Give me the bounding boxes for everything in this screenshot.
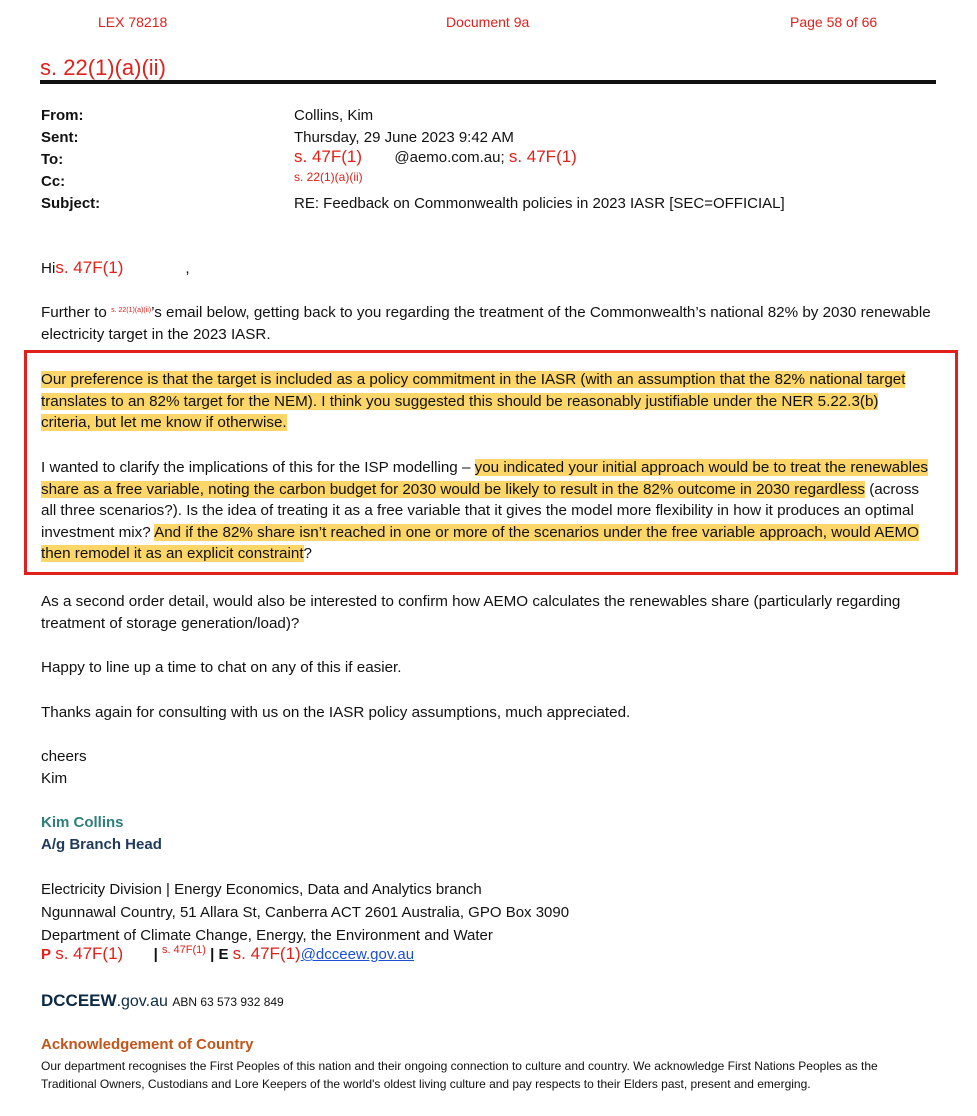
to-label: To: bbox=[41, 151, 64, 168]
redaction-marker: s. 47F(1) bbox=[161, 944, 206, 956]
subject-value: RE: Feedback on Commonwealth policies in 2023 IASR [SEC=OFFICIAL] bbox=[294, 195, 785, 212]
p1-rest: ’s email below, getting back to you regarding the treatment of the Commonwealth’s national 82% by 2030 renewable electricity target in the 2023 IASR. bbox=[41, 304, 931, 343]
p3-part-e: ? bbox=[303, 545, 312, 562]
greeting bbox=[41, 257, 931, 280]
section-redaction-code: s. 22(1)(a)(ii) bbox=[40, 55, 166, 80]
brand-domain: .gov.au bbox=[116, 993, 168, 1010]
signature-line-1: Electricity Division | Energy Economics, Data and Analytics branch bbox=[41, 881, 482, 898]
header-rule bbox=[40, 80, 936, 84]
sent-label: Sent: bbox=[41, 129, 79, 146]
from-label: From: bbox=[41, 107, 84, 124]
greeting-hi: Hi bbox=[41, 260, 56, 277]
signoff-name: Kim bbox=[41, 770, 68, 787]
to-value bbox=[294, 147, 577, 167]
redaction-marker: s. 22(1)(a)(ii) bbox=[111, 307, 152, 314]
to-domain: @aemo.com.au; bbox=[394, 149, 505, 166]
redaction-marker: s. 47F(1) bbox=[294, 147, 363, 166]
paragraph-3 bbox=[41, 457, 931, 565]
cc-redaction: s. 22(1)(a)(ii) bbox=[294, 170, 363, 184]
signature-contact bbox=[41, 944, 414, 964]
signoff-cheers: cheers bbox=[41, 748, 87, 765]
brand-bold: DCCEEW bbox=[41, 991, 117, 1010]
p3-part-a: I wanted to clarify the implications of this for the ISP modelling – bbox=[41, 459, 475, 476]
document-number: Document 9a bbox=[446, 14, 530, 30]
redaction-marker: s. 47F(1) bbox=[232, 944, 301, 963]
separator: | bbox=[153, 946, 158, 963]
signature-line-2: Ngunnawal Country, 51 Allara St, Canberra ACT 2601 Australia, GPO Box 3090 bbox=[41, 904, 570, 921]
p3-part-c: (across all three scenarios?). Is the idea of treating it as a free variable that it gives the model more flexibility in how it produces an optimal investment mix? bbox=[41, 480, 920, 541]
sent-value: Thursday, 29 June 2023 9:42 AM bbox=[294, 129, 514, 146]
from-value: Collins, Kim bbox=[294, 107, 374, 124]
paragraph-2 bbox=[41, 369, 931, 434]
paragraph-4: As a second order detail, would also be interested to confirm how AEMO calculates the renewables share (particularly regarding treatment of storage generation/load)? bbox=[41, 593, 901, 632]
acknowledgement-title: Acknowledgement of Country bbox=[41, 1036, 254, 1053]
highlighted-text: you indicated your initial approach would be to treat the renewables share as a free variable, noting the carbon budget for 2030 would be likely to result in the 82% outcome in 2030 regardless bbox=[41, 459, 929, 498]
p1-intro: Further to bbox=[41, 304, 107, 321]
document-id: LEX 78218 bbox=[98, 14, 168, 30]
paragraph-6: Thanks again for consulting with us on the IASR policy assumptions, much appreciated. bbox=[41, 704, 631, 721]
signature-name: Kim Collins bbox=[41, 814, 124, 831]
phone-label: P bbox=[41, 946, 52, 963]
paragraph-1 bbox=[41, 302, 931, 345]
redaction-marker: s. 47F(1) bbox=[55, 258, 124, 277]
page-number: Page 58 of 66 bbox=[790, 14, 878, 30]
redaction-marker: s. 47F(1) bbox=[55, 944, 124, 963]
redaction-marker: s. 47F(1) bbox=[508, 147, 577, 166]
acknowledgement-text: Our department recognises the First Peoples of this nation and their ongoing connection to culture and country. We acknowledge First Nations Peoples as the Traditional Owners, Custodians and Lore Keepers of the world's oldest living culture and pay respects to their Elders past, present and emerging. bbox=[41, 1059, 878, 1091]
signature-role: A/g Branch Head bbox=[41, 836, 162, 853]
subject-label: Subject: bbox=[41, 195, 101, 212]
abn: ABN 63 573 932 849 bbox=[172, 995, 284, 1009]
greeting-comma: , bbox=[185, 260, 190, 277]
email-link[interactable]: @dcceew.gov.au bbox=[300, 946, 415, 963]
highlighted-text: Our preference is that the target is included as a policy commitment in the IASR (with an assumption that the 82% national target translates to an 82% target for the NEM). I think you suggested this should be reasonably justifiable under the NER 5.22.3(b) criteria, but let me know if otherwise. bbox=[41, 371, 906, 431]
cc-label: Cc: bbox=[41, 173, 66, 190]
email-label: | E bbox=[210, 946, 229, 963]
paragraph-5: Happy to line up a time to chat on any of this if easier. bbox=[41, 659, 402, 676]
highlighted-text: And if the 82% share isn’t reached in one or more of the scenarios under the free variable approach, would AEMO then remodel it as an explicit constraint bbox=[41, 523, 919, 562]
signature-line-3: Department of Climate Change, Energy, the Environment and Water bbox=[41, 927, 493, 944]
brand-line bbox=[41, 991, 284, 1011]
